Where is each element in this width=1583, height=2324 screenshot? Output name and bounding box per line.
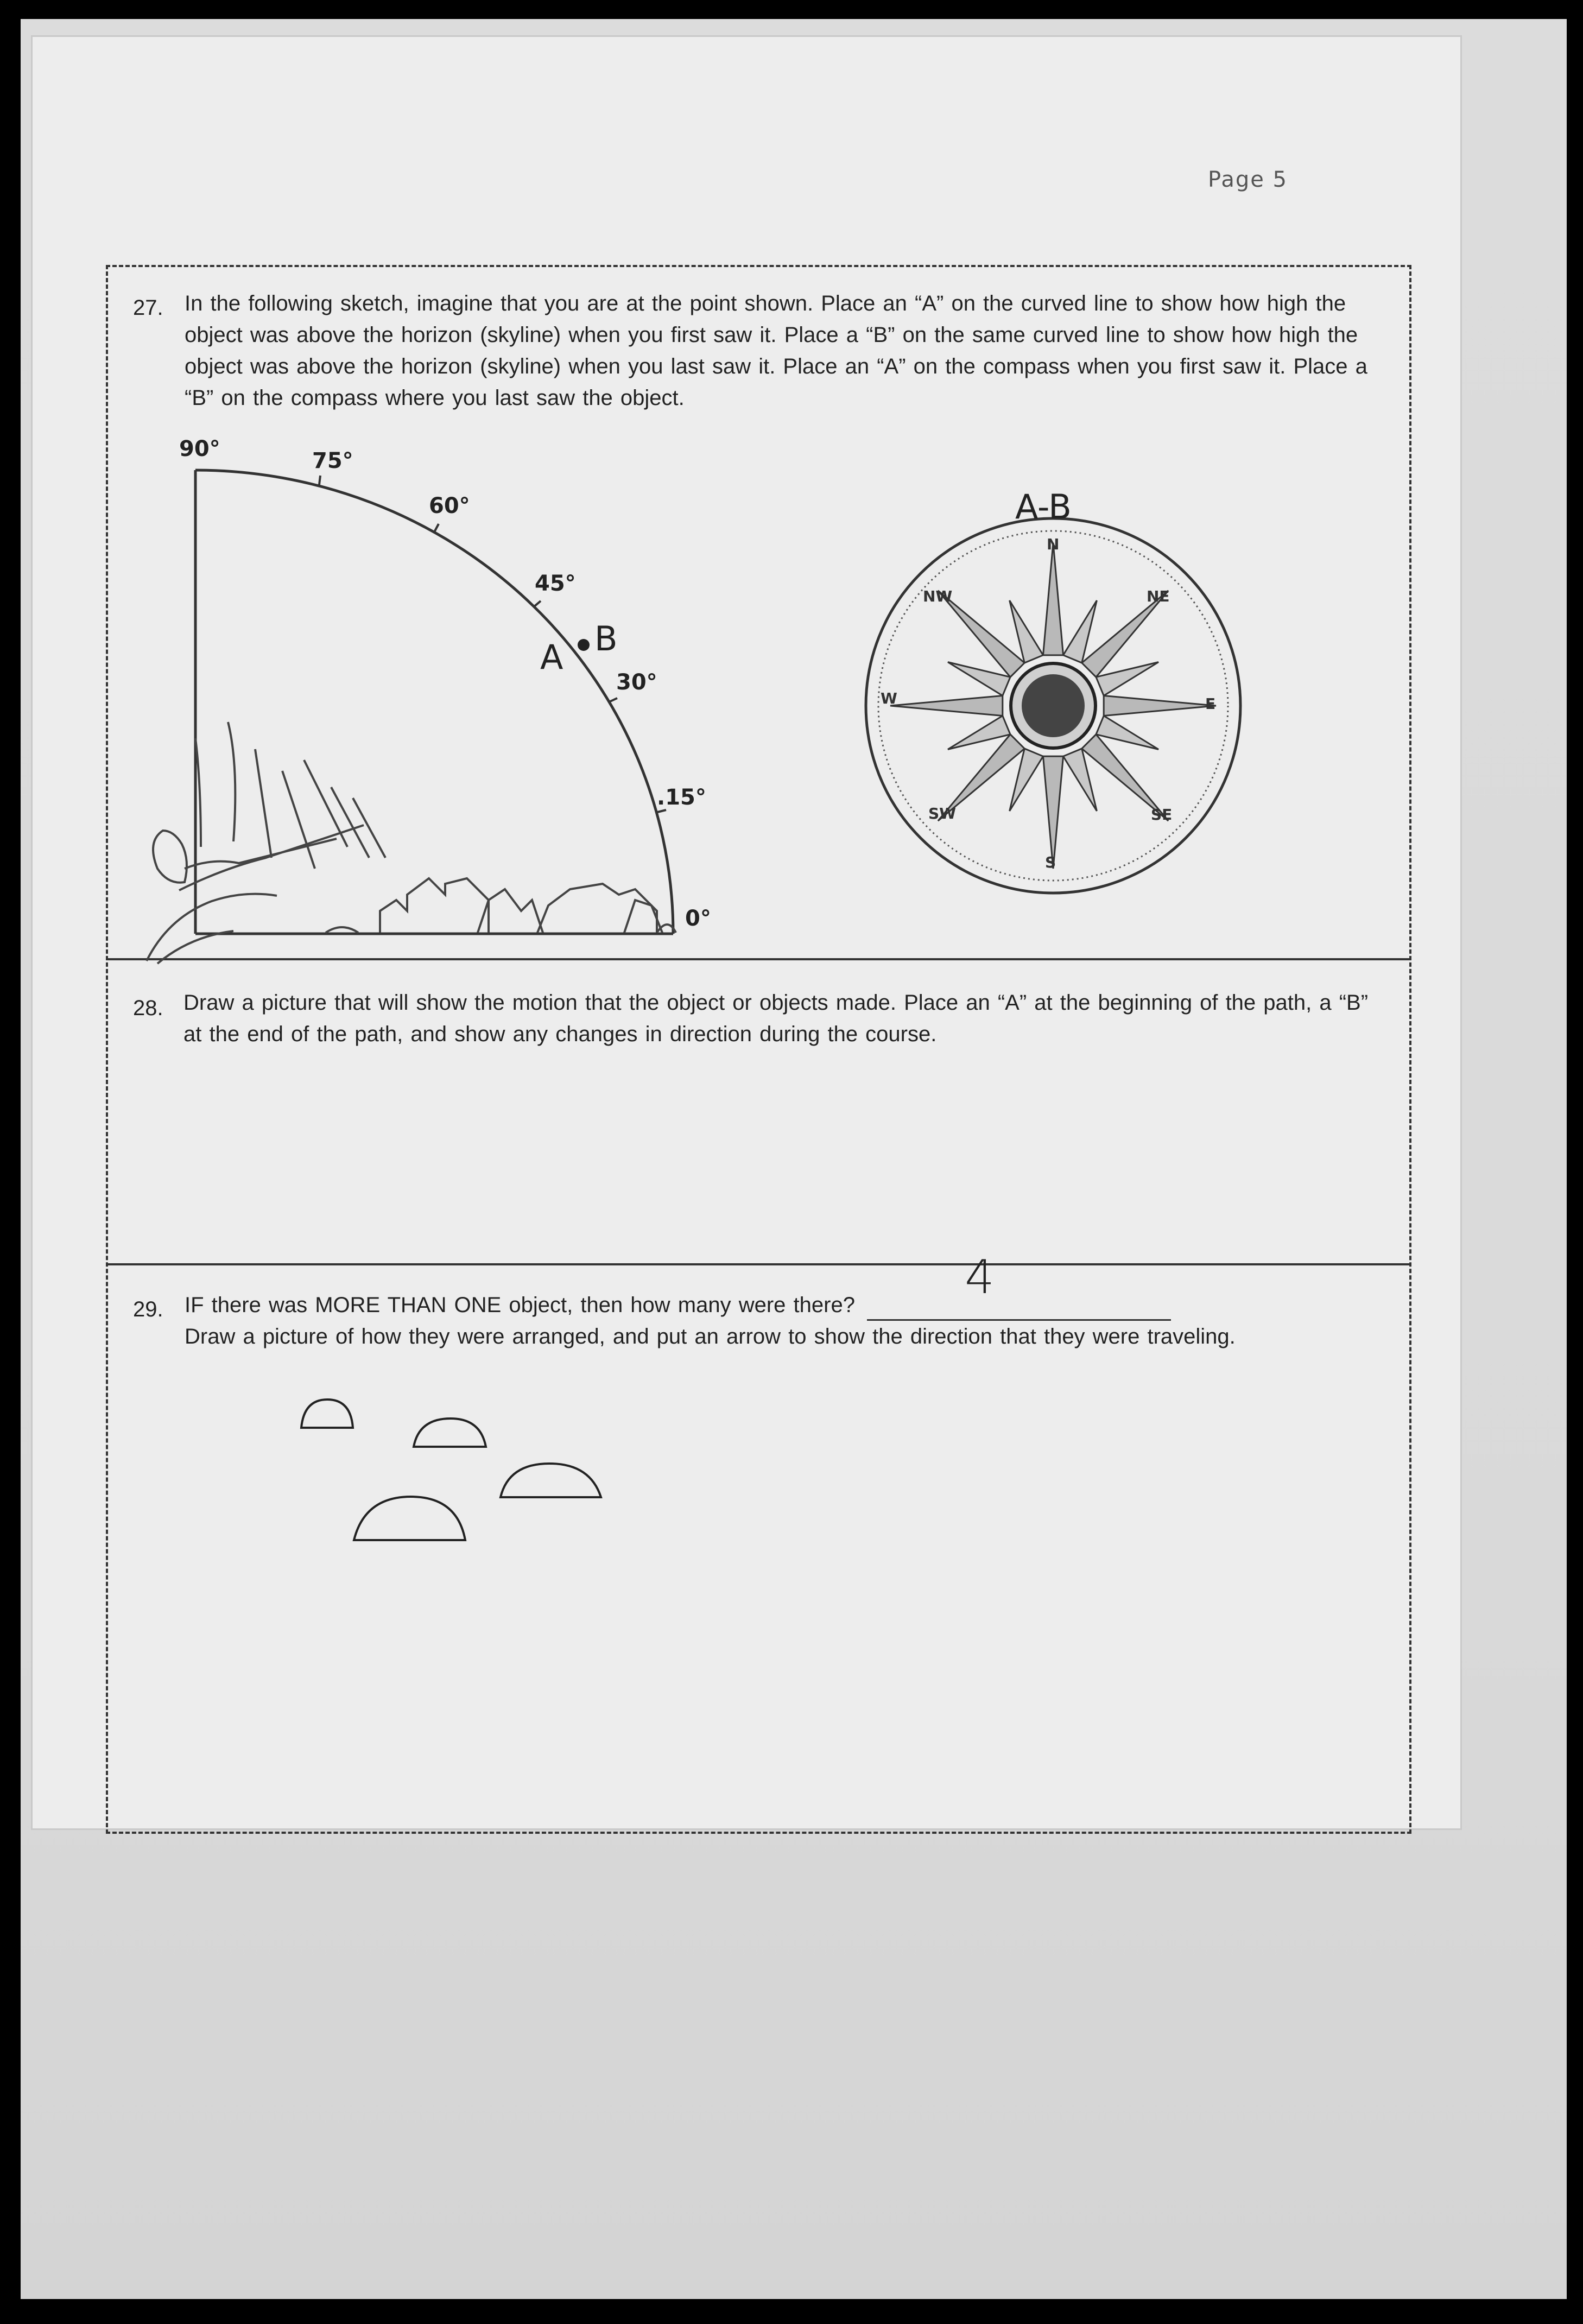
angle-label-0: 0°: [685, 906, 711, 931]
angle-label-15: .15°: [657, 785, 706, 810]
question-28-text: Draw a picture that will show the motion that the object or objects made. Place an “A” at the beginning of the path, a “B” at the end of the path, and show any changes in direction during the course.: [183, 991, 1369, 1046]
compass-star-point: [1096, 662, 1158, 696]
compass-star-point: [890, 695, 1003, 715]
compass-label-e: E: [1205, 695, 1216, 713]
compass-label-se: SE: [1151, 806, 1173, 824]
angle-label-60: 60°: [429, 493, 470, 518]
compass-label-n: N: [1047, 535, 1060, 553]
question-29-instructions: Draw a picture of how they were arranged, and put an arrow to show the direction that they were traveling.: [185, 1325, 1236, 1348]
compass-center-disc: [1022, 674, 1085, 737]
q29-sketch: [301, 1400, 601, 1540]
elevation-angle-diagram: [147, 436, 711, 964]
compass-star-point: [1063, 749, 1097, 811]
compass-rose[interactable]: [866, 487, 1240, 893]
compass-star-point: [1043, 543, 1063, 655]
compass-star-point: [1043, 756, 1063, 869]
compass-label-sw: SW: [928, 805, 957, 822]
question-27-number: 27.: [133, 296, 163, 320]
page-number: Page 5: [1208, 167, 1288, 192]
compass-label-w: W: [881, 689, 897, 707]
angle-label-30: 30°: [616, 670, 657, 695]
question-27-text: In the following sketch, imagine that you are at the point shown. Place an “A” on the curved line to show how high the object was above the horizon (skyline) when you first saw it. Place a “B” on the same curved line to show how high the object was above the horizon (skyline) when you last saw it. Place an “A” on the compass when you first saw it. Place a “B” on the compass where you last saw the object.: [185, 292, 1367, 410]
compass-handwritten-ab: A-B: [1015, 487, 1072, 527]
compass-star-point: [1063, 600, 1097, 663]
skyline-buildings-icon: [326, 878, 676, 933]
compass-star-point: [1104, 695, 1216, 715]
sketch-object-3: [501, 1464, 601, 1497]
compass-label-nw: NW: [923, 587, 953, 605]
sketch-object-2: [414, 1419, 486, 1447]
sketch-object-1: [301, 1400, 353, 1428]
arc-handwritten-a: A: [540, 637, 563, 677]
compass-star-point: [1010, 600, 1043, 663]
compass-label-s: S: [1045, 853, 1056, 871]
question-29-number: 29.: [133, 1297, 163, 1321]
sketch-object-4: [354, 1497, 465, 1540]
count-answer-handwritten: 4: [965, 1250, 995, 1305]
compass-label-ne: NE: [1147, 587, 1170, 605]
angle-label-75: 75°: [312, 448, 353, 473]
angle-label-45: 45°: [535, 571, 576, 596]
angle-label-90: 90°: [179, 436, 220, 461]
compass-star-point: [948, 716, 1010, 750]
compass-star-point: [1010, 749, 1043, 811]
question-29-prompt: IF there was MORE THAN ONE object, then how many were there?: [185, 1293, 855, 1317]
arc-handwritten-b: B: [594, 619, 618, 658]
compass-star-point: [1096, 716, 1158, 750]
arc-mark-dot: [578, 639, 590, 651]
compass-star-point: [948, 662, 1010, 696]
elevation-arc[interactable]: [195, 470, 673, 934]
question-28-number: 28.: [133, 996, 163, 1020]
